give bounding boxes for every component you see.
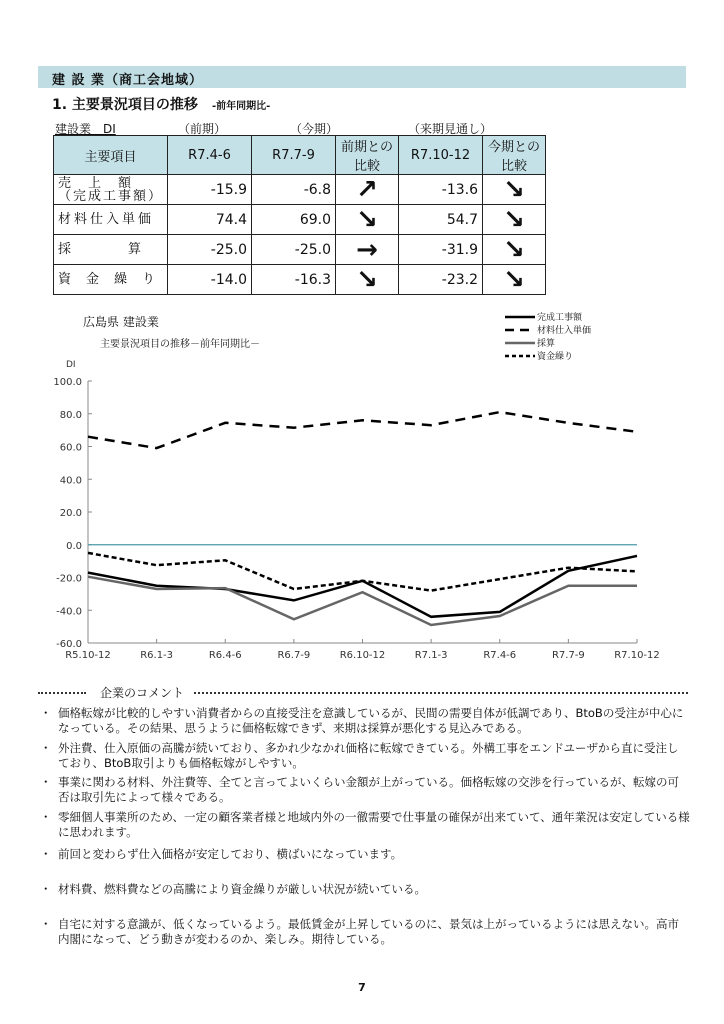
comment-item: ・ 前回と変わらず仕入価格が安定しており、横ばいになっています。 bbox=[40, 847, 690, 862]
row-prev: -15.9 bbox=[168, 175, 252, 205]
comment-item: ・ 価格転嫁が比較的しやすい消費者からの直接受注を意識しているが、民間の需要自体が低調であり、BtoBの受注が中心になっている。その結果、思うように価格転嫁できず、来期は採算が悪化する見込みである。 bbox=[40, 706, 690, 736]
comment-item: ・ 材料費、燃料費などの高騰により資金繰りが厳しい状況が続いている。 bbox=[40, 882, 690, 897]
series-line-2 bbox=[88, 577, 637, 625]
comment-item: ・ 自宅に対する意識が、低くなっているよう。最低賃金が上昇しているのに、景気は上がっているようには思えない。高市内閣になって、どう動きが変わるのか、楽しみ。期待している。 bbox=[40, 917, 690, 947]
row-item: 資 金 繰 り bbox=[54, 265, 168, 295]
legend-item bbox=[505, 310, 591, 323]
heading-subtitle: -前年同期比- bbox=[211, 101, 271, 112]
table-row bbox=[54, 265, 546, 295]
comment-item: ・ 外注費、仕入原価の高騰が続いており、多かれ少なかれ価格に転嫁できている。外構工事をエンドユーザから直に受注しており、BtoB取引よりも価格転嫁がしやすい。 bbox=[40, 741, 690, 771]
x-tick-label: R7.7-9 bbox=[551, 650, 585, 661]
x-tick-label: R6.10-12 bbox=[339, 650, 386, 661]
page-heading bbox=[52, 94, 270, 114]
y-tick-label: -40.0 bbox=[56, 606, 82, 618]
arrow-down-right-icon: ↘ bbox=[483, 175, 546, 205]
arrow-down-right-icon: ↘ bbox=[483, 265, 546, 295]
chart-subtitle: 主要景況項目の推移－前年同期比－ bbox=[100, 339, 260, 350]
y-tick-label: 100.0 bbox=[53, 377, 82, 388]
x-tick-label: R7.4-6 bbox=[483, 650, 517, 661]
dotted-rule bbox=[38, 692, 86, 694]
row-current: -25.0 bbox=[252, 235, 336, 265]
row-next: -31.9 bbox=[399, 235, 483, 265]
x-tick-label: R7.10-12 bbox=[614, 650, 660, 661]
comment-item: ・ 零細個人事業所のため、一定の顧客業者様と地域内外の一徹需要で仕事量の確保が出来ていて、通年業況は安定している様に思われます。 bbox=[40, 810, 690, 840]
table-caption: 建設業 DI bbox=[55, 122, 116, 136]
y-tick-label: -60.0 bbox=[56, 639, 82, 650]
arrow-down-right-icon: ↘ bbox=[483, 205, 546, 235]
legend-swatch-gray bbox=[505, 340, 535, 346]
arrow-down-right-icon: ↘ bbox=[336, 265, 399, 295]
row-item: 採 算 bbox=[54, 235, 168, 265]
x-tick-label: R7.1-3 bbox=[414, 650, 448, 661]
legend-label: 採算 bbox=[537, 339, 556, 349]
series-line-1 bbox=[88, 412, 637, 448]
y-tick-label: 20.0 bbox=[59, 508, 82, 519]
row-next: 54.7 bbox=[399, 205, 483, 235]
row-prev: -25.0 bbox=[168, 235, 252, 265]
comment-item: ・ 事業に関わる材料、外注費等、全てと言ってよいくらい金額が上がっている。価格転嫁の交渉を行っているが、転嫁の可否は取引先によって様々である。 bbox=[40, 775, 690, 805]
y-axis-label: DI bbox=[66, 360, 76, 370]
y-tick-label: 40.0 bbox=[59, 475, 82, 487]
comments-title: 企業のコメント bbox=[100, 686, 185, 700]
row-next: -23.2 bbox=[399, 265, 483, 295]
row-current: -16.3 bbox=[252, 265, 336, 295]
header-cmp-prev: 前期との比較 bbox=[336, 136, 399, 175]
section-title: 建 設 業（商工会地域） bbox=[52, 73, 204, 88]
chart-title: 広島県 建設業 bbox=[83, 315, 159, 329]
period-label-next: （来期見通し） bbox=[408, 122, 493, 136]
table-row bbox=[54, 205, 546, 235]
table-row bbox=[54, 175, 546, 205]
arrow-right-icon: → bbox=[336, 235, 399, 265]
y-tick-label: 0.0 bbox=[66, 540, 82, 552]
di-table bbox=[53, 135, 546, 295]
legend-label: 資金繰り bbox=[537, 352, 574, 362]
x-tick-label: R5.10-12 bbox=[65, 650, 111, 661]
arrow-down-right-icon: ↘ bbox=[483, 235, 546, 265]
row-current: 69.0 bbox=[252, 205, 336, 235]
row-current: -6.8 bbox=[252, 175, 336, 205]
row-prev: -14.0 bbox=[168, 265, 252, 295]
y-tick-label: 60.0 bbox=[59, 442, 82, 454]
legend-swatch-solid bbox=[505, 314, 535, 320]
x-tick-label: R6.1-3 bbox=[140, 650, 174, 661]
row-prev: 74.4 bbox=[168, 205, 252, 235]
table-row bbox=[54, 235, 546, 265]
header-current: R7.7-9 bbox=[252, 136, 336, 175]
period-label-prev: （前期） bbox=[178, 122, 227, 136]
x-tick-label: R6.7-9 bbox=[277, 650, 311, 661]
line-chart bbox=[0, 350, 724, 675]
header-item: 主要項目 bbox=[54, 136, 168, 175]
header-next: R7.10-12 bbox=[399, 136, 483, 175]
legend-swatch-long-dash bbox=[505, 327, 535, 333]
arrow-up-right-icon: ↗ bbox=[336, 175, 399, 205]
legend-item bbox=[505, 336, 591, 349]
section-header bbox=[38, 66, 686, 88]
page-number: 7 bbox=[358, 981, 366, 994]
table-header-row bbox=[54, 136, 546, 175]
period-label-current: （今期） bbox=[290, 122, 339, 136]
row-item: 売 上 額 （完成工事額） bbox=[54, 175, 168, 205]
y-tick-label: 80.0 bbox=[59, 409, 82, 421]
series-line-3 bbox=[88, 553, 637, 591]
row-item: 材料仕入単価 bbox=[54, 205, 168, 235]
legend-item bbox=[505, 323, 591, 336]
legend-label: 材料仕入単価 bbox=[537, 326, 592, 336]
heading-title: 1. 主要景況項目の推移 bbox=[52, 97, 198, 113]
y-tick-label: -20.0 bbox=[56, 573, 82, 585]
dotted-rule bbox=[194, 692, 688, 694]
header-prev: R7.4-6 bbox=[168, 136, 252, 175]
x-tick-label: R6.4-6 bbox=[208, 650, 242, 661]
comments-header bbox=[38, 684, 688, 701]
arrow-down-right-icon: ↘ bbox=[336, 205, 399, 235]
row-next: -13.6 bbox=[399, 175, 483, 205]
legend-label: 完成工事額 bbox=[537, 313, 583, 323]
header-cmp-next: 今期との比較 bbox=[483, 136, 546, 175]
